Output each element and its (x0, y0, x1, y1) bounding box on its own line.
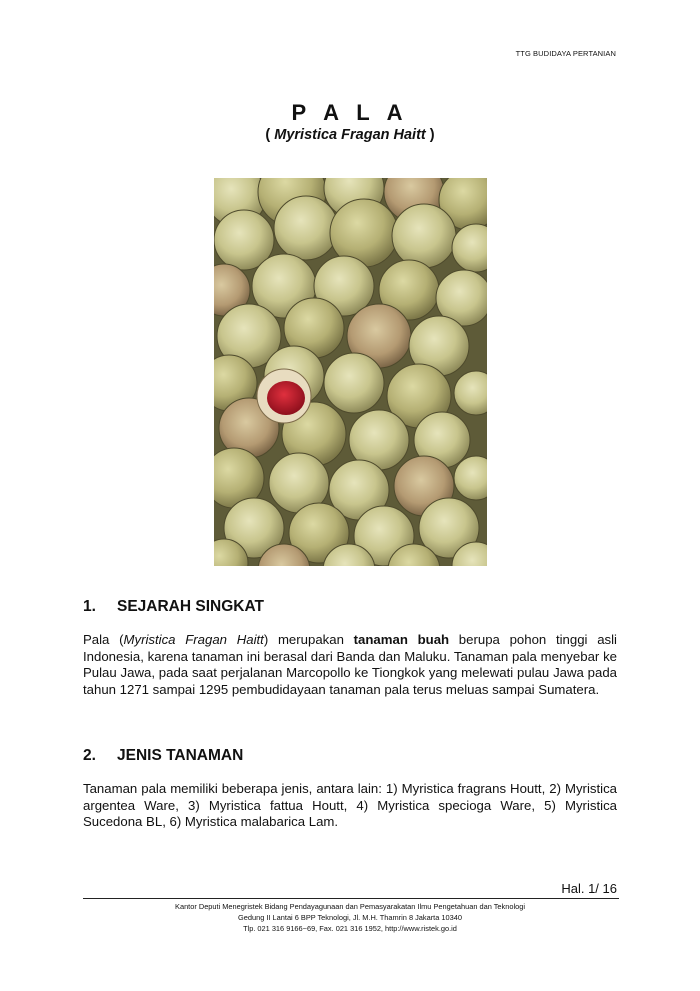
red-mace-seed (267, 381, 305, 415)
nutmeg-fruit (274, 196, 338, 260)
paragraph-text: Pala ( (83, 632, 124, 647)
section-title: JENIS TANAMAN (117, 747, 244, 764)
paragraph-text: ) merupakan (263, 632, 354, 647)
nutmeg-fruit-photo (214, 178, 487, 566)
section-heading-sejarah (83, 598, 264, 616)
section-number: 2. (83, 747, 96, 764)
footer-line-office: Kantor Deputi Menegristek Bidang Pendayagunaan dan Pemasyarakatan Ilmu Pengetahuan dan Teknologi (175, 902, 525, 911)
nutmeg-fruit (324, 353, 384, 413)
section-number: 1. (83, 598, 96, 615)
section-heading-jenis (83, 747, 243, 765)
running-header: TTG BUDIDAYA PERTANIAN (515, 49, 616, 58)
paragraph-bold-term: tanaman buah (353, 632, 450, 647)
footer-line-address: Gedung II Lantai 6 BPP Teknologi, Jl. M.H. Thamrin 8 Jakarta 10340 (238, 913, 462, 923)
subtitle-open-paren: ( (265, 127, 275, 143)
subtitle-close-paren: ) (425, 127, 435, 143)
document-subtitle (0, 127, 700, 143)
document-title: P A L A (291, 100, 409, 125)
section-title: SEJARAH SINGKAT (117, 598, 264, 615)
nutmeg-fruit-illustration (214, 178, 487, 566)
subtitle-scientific-name: Myristica Fragan Haitt (274, 127, 426, 143)
paragraph-scientific-name: Myristica Fragan Haitt (123, 632, 264, 647)
section-paragraph-jenis: Tanaman pala memiliki beberapa jenis, antara lain: 1) Myristica fragrans Houtt, 2) Myristica argentea Ware, 3) Myristica fattua Houtt, 4) Myristica specioga Ware, 5) Myristica Sucedona BL, 6) Myristica malabarica Lam. (83, 781, 617, 830)
section-paragraph-sejarah (83, 632, 617, 698)
nutmeg-fruit (392, 204, 456, 268)
footer-divider (83, 898, 619, 899)
footer (0, 901, 700, 935)
page-number: Hal. 1/ 16 (561, 881, 617, 896)
paragraph-text: berupa pohon tinggi asli Indonesia, karena tanaman ini berasal dari Banda dan Maluku. Tanaman pala menyebar ke Pulau Jawa, pada saat perjalanan Marcopollo ke Tiongkok yang melewati pulau Jawa pada tahun 1271 sampai 1295 pembudidayaan tanaman pala terus meluas sampai Sumatera. (83, 632, 617, 697)
footer-line-contact: Tlp. 021 316 9166~69, Fax. 021 316 1952, http://www.ristek.go.id (243, 924, 457, 934)
